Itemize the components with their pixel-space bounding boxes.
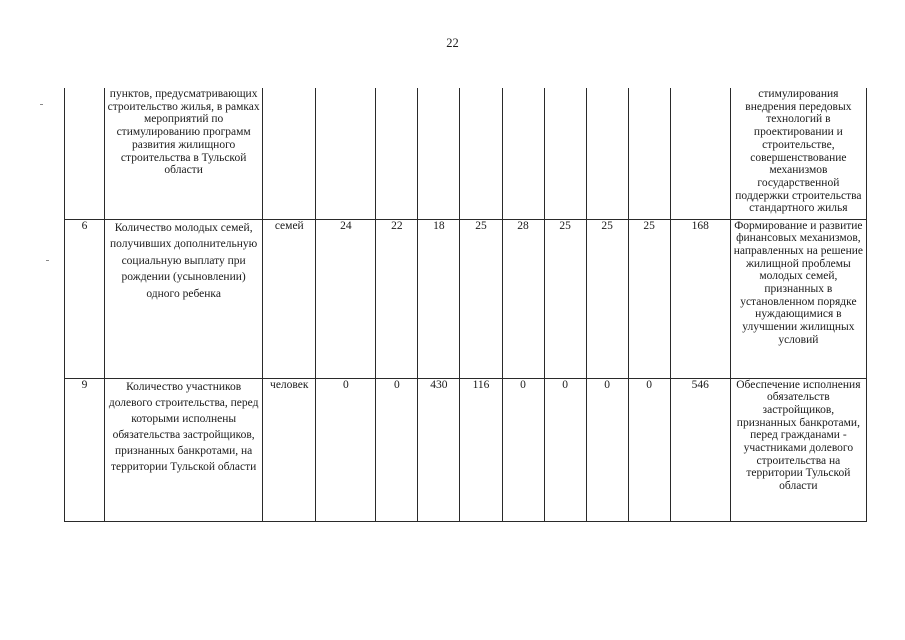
value-cell: 25 xyxy=(460,219,502,378)
indicator-cell: Количество молодых семей, получивших дополнительную социальную выплату при рождении (усыновлении) одного ребенка xyxy=(105,219,263,378)
result-cell: Формирование и развитие финансовых механизмов, направленных на решение жилищной проблемы молодых семей, признанных в установленном порядке нуждающимися в улучшении жилищных условий xyxy=(730,219,866,378)
table-row xyxy=(65,378,867,521)
value-cell: 116 xyxy=(460,378,502,521)
value-cell: 0 xyxy=(502,378,544,521)
table-row-continuation xyxy=(65,88,867,219)
indicator-cell: пунктов, предусматривающих строительство жилья, в рамках мероприятий по стимулированию программ развития жилищного строительства в Тульской области xyxy=(105,88,263,219)
value-cell xyxy=(586,88,628,219)
value-cell xyxy=(628,88,670,219)
value-cell: 0 xyxy=(544,378,586,521)
value-cell: 430 xyxy=(418,378,460,521)
value-cell: 0 xyxy=(628,378,670,521)
total-cell xyxy=(670,88,730,219)
num-cell: 9 xyxy=(65,378,105,521)
value-cell xyxy=(544,88,586,219)
value-cell: 25 xyxy=(586,219,628,378)
value-cell xyxy=(502,88,544,219)
scan-mark xyxy=(46,260,49,261)
page-number: 22 xyxy=(446,36,459,50)
indicator-cell: Количество участников долевого строительства, перед которыми исполнены обязательства застройщиков, признанных банкротами, на территории Тульской области xyxy=(105,378,263,521)
unit-cell: семей xyxy=(263,219,316,378)
value-cell xyxy=(460,88,502,219)
value-cell xyxy=(418,88,460,219)
total-cell: 546 xyxy=(670,378,730,521)
unit-cell: человек xyxy=(263,378,316,521)
num-cell xyxy=(65,88,105,219)
value-cell: 28 xyxy=(502,219,544,378)
result-cell: стимулирования внедрения передовых технологий в проектировании и строительстве, совершенствование механизмов государственной поддержки строительства стандартного жилья xyxy=(730,88,866,219)
unit-cell xyxy=(263,88,316,219)
value-cell: 25 xyxy=(544,219,586,378)
total-cell: 168 xyxy=(670,219,730,378)
value-cell xyxy=(376,88,418,219)
value-cell: 25 xyxy=(628,219,670,378)
value-cell: 0 xyxy=(586,378,628,521)
table-row xyxy=(65,219,867,378)
value-cell: 0 xyxy=(376,378,418,521)
value-cell: 22 xyxy=(376,219,418,378)
scan-mark xyxy=(40,104,43,105)
num-cell: 6 xyxy=(65,219,105,378)
indicators-table xyxy=(64,88,867,522)
result-cell: Обеспечение исполнения обязательств застройщиков, признанных банкротами, перед гражданами - участниками долевого строительства на территории Тульской области xyxy=(730,378,866,521)
value-cell: 24 xyxy=(316,219,376,378)
value-cell xyxy=(316,88,376,219)
value-cell: 18 xyxy=(418,219,460,378)
value-cell: 0 xyxy=(316,378,376,521)
